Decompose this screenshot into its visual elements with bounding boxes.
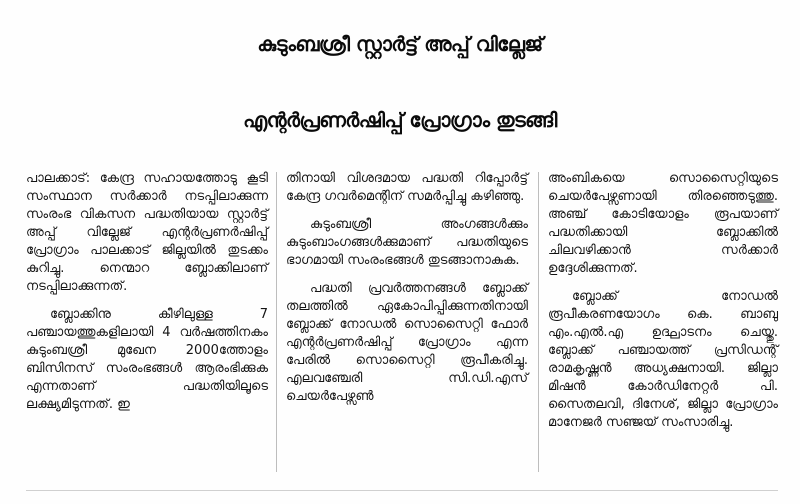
paragraph: ബ്ലോക്കിനു കീഴിലുള്ള 7 പഞ്ചായത്തുകളിലായി 4 വർഷത്തിനകം കുടുംബശ്രീ മുഖേന 2000ത്തോളം ബിസിനസ് സംരംഭങ്ങൾ ആരംഭിക്കുക എന്നതാണ് പദ്ധതിയിലൂടെ ലക്ഷ്യമിടുന്നത്. ഇ	[26, 307, 268, 412]
paragraph: പാലക്കാട്: കേന്ദ്ര സഹായത്തോടു കൂടി സംസ്ഥാന സർക്കാർ നടപ്പിലാക്കുന്ന സംരംഭ വികസന പദ്ധതിയായ സ്റ്റാർട്ട് അപ്പ് വില്ലേജ് എന്റർപ്രണർഷിപ്പ് പ്രോഗ്രാം പാലക്കാട് ജില്ലയിൽ തുടക്കം കുറിച്ചു. നെന്മാറ ബ്ലോക്കിലാണ് നടപ്പിലാക്കുന്നത്.	[26, 171, 268, 294]
paragraph: തിനായി വിശദമായ പദ്ധതി റിപ്പോർട്ട് കേന്ദ്ര ഗവർമെന്റിന് സമർപ്പിച്ചു കഴിഞ്ഞു.	[286, 171, 528, 204]
article-column-3	[548, 170, 778, 442]
bottom-divider	[26, 490, 778, 491]
paragraph: പദ്ധതി പ്രവർത്തനങ്ങൾ ബ്ലോക്ക് തലത്തിൽ ഏകോപിപ്പിക്കുന്നതിനായി ബ്ലോക്ക് നോഡൽ സൊസൈറ്റി ഫോർ എന്റർപ്രണർഷിപ്പ് പ്രോഗ്രാം എന്ന പേരിൽ സൊസൈറ്റി രൂപീകരിച്ചു. എലവഞ്ചേരി സി.ഡി.എസ് ചെയർപേഴ്സൺ	[286, 281, 528, 404]
article-column-1	[26, 170, 268, 424]
article-column-2	[286, 170, 528, 416]
paragraph: അംബികയെ സൊസൈറ്റിയുടെ ചെയർപേഴ്സണായി തിരഞ്ഞെടുത്തു. അഞ്ച് കോടിയോളം രൂപയാണ് പദ്ധതിക്കായി ബ്ലോക്കിൽ ചിലവഴിക്കാൻ സർക്കാർ ഉദ്ദേശിക്കുന്നത്.	[548, 171, 778, 276]
article-body	[0, 170, 800, 490]
paragraph: കുടുംബശ്രീ അംഗങ്ങൾക്കും കുടുംബാംഗങ്ങൾക്കുമാണ് പദ്ധതിയുടെ ഭാഗമായി സംരംഭങ്ങൾ തുടങ്ങാനാകുക.	[286, 217, 528, 268]
paragraph: ബ്ലോക്ക് നോഡൽ രൂപീകരണയോഗം കെ. ബാബു എം.എൽ.എ ഉദ്ഘാടനം ചെയ്തു. ബ്ലോക്ക് പഞ്ചായത്ത് പ്രസിഡന്റ് രാമകൃഷ്ണൻ അധ്യക്ഷനായി. ജില്ലാ മിഷൻ കോർഡിനേറ്റർ പി. സൈതലവി, ദിനേശ്, ജില്ലാ പ്രോഗ്രാം മാനേജർ സഞ്ജയ് സംസാരിച്ചു.	[548, 289, 778, 430]
headline-line-2: എന്റർപ്രണർഷിപ്പ് പ്രോഗ്രാം തുടങ്ങി	[243, 108, 557, 132]
headline-line-1: കുടുംബശ്രീ സ്റ്റാർട്ട് അപ്പ് വില്ലേജ്	[257, 32, 543, 56]
